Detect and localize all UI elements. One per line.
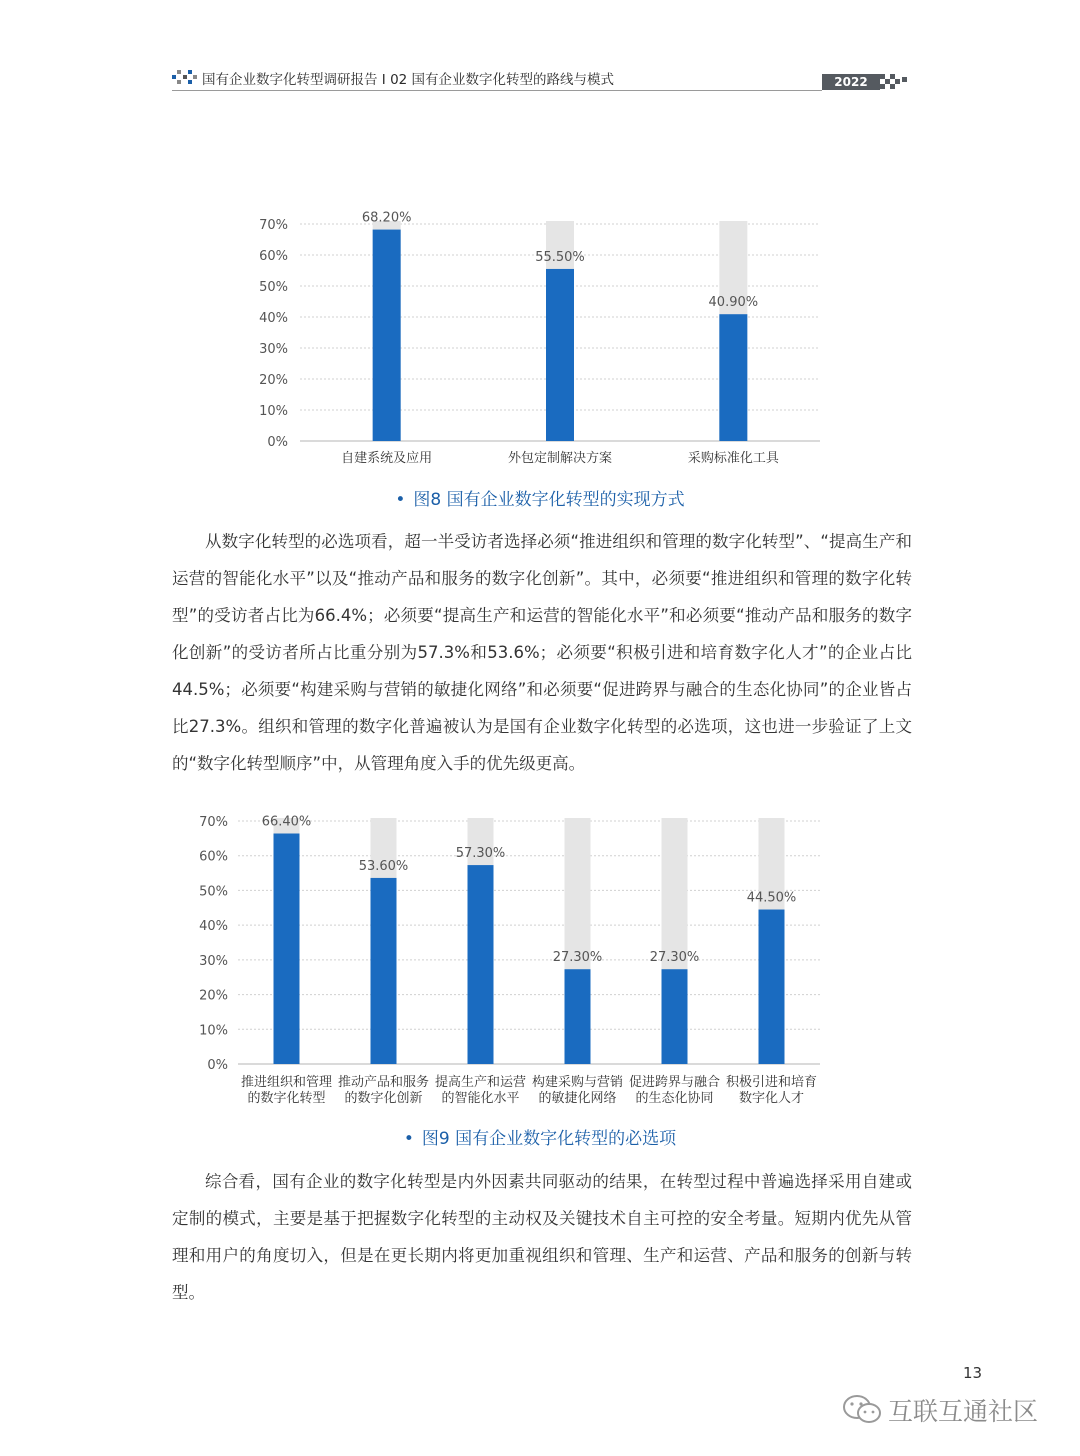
- y-tick-label: 0%: [267, 435, 288, 450]
- bar: [662, 969, 688, 1064]
- data-label: 27.30%: [552, 950, 603, 966]
- data-label: 53.60%: [358, 858, 409, 874]
- figure8-caption-text: 图8 国有企业数字化转型的实现方式: [413, 490, 685, 510]
- x-tick-label: 的生态化协同: [635, 1091, 714, 1106]
- page-header: [172, 66, 908, 90]
- y-tick-label: 70%: [259, 218, 288, 233]
- figure9-chart: [190, 806, 840, 1112]
- year-badge: 2022: [822, 74, 880, 90]
- figure9-caption: [0, 1124, 1080, 1149]
- checker-pattern-icon: [880, 74, 910, 90]
- data-label: 57.30%: [455, 846, 506, 862]
- bar: [759, 910, 785, 1064]
- data-label: 68.20%: [361, 210, 412, 226]
- report-logo-icon: [172, 68, 198, 86]
- x-tick-label: 促进跨界与融合: [628, 1075, 721, 1090]
- y-tick-label: 0%: [207, 1058, 228, 1073]
- x-tick-label: 推进组织和管理: [240, 1075, 333, 1090]
- data-label: 55.50%: [535, 249, 585, 265]
- x-tick-label: 采购标准化工具: [687, 451, 779, 466]
- y-tick-label: 50%: [199, 884, 228, 900]
- wechat-icon: [842, 1394, 882, 1426]
- x-tick-label: 数字化人才: [738, 1091, 805, 1106]
- page-number: 13: [963, 1364, 983, 1382]
- caption-bullet: •: [395, 490, 406, 510]
- x-tick-label: 外包定制解决方案: [507, 451, 613, 466]
- y-tick-label: 60%: [259, 249, 288, 264]
- bar: [274, 833, 300, 1064]
- x-tick-label: 的敏捷化网络: [538, 1091, 617, 1106]
- bar: [373, 230, 401, 441]
- watermark: [842, 1392, 1052, 1428]
- y-tick-label: 40%: [199, 919, 228, 935]
- caption-bullet: •: [403, 1129, 414, 1149]
- x-tick-label: 的数字化转型: [247, 1091, 326, 1106]
- x-tick-label: 的智能化水平: [441, 1091, 520, 1106]
- x-tick-label: 积极引进和培育: [725, 1075, 818, 1090]
- data-label: 44.50%: [746, 890, 797, 906]
- header-divider: [172, 90, 822, 91]
- figure8-caption: [0, 485, 1080, 510]
- bar: [565, 969, 591, 1064]
- body-paragraph-2: 综合看，国有企业的数字化转型是内外因素共同驱动的结果，在转型过程中普遍选择采用自建或定制的模式，主要是基于把握数字化转型的主动权及关键技术自主可控的安全考量。短期内优先从管理和用户的角度切入，但是在更长期内将更加重视组织和管理、生产和运营、产品和服务的创新与转型。: [172, 1172, 912, 1302]
- y-tick-label: 10%: [259, 404, 288, 419]
- y-tick-label: 40%: [259, 311, 288, 326]
- x-tick-label: 自建系统及应用: [341, 451, 433, 466]
- bar: [371, 878, 397, 1064]
- figure9-chart-svg: [190, 806, 840, 1112]
- figure9-caption-text: 图9 国有企业数字化转型的必选项: [421, 1129, 677, 1149]
- y-tick-label: 30%: [259, 342, 288, 357]
- y-tick-label: 30%: [199, 953, 228, 969]
- x-tick-label: 的数字化创新: [344, 1091, 423, 1106]
- y-tick-label: 20%: [199, 988, 228, 1004]
- y-tick-label: 10%: [199, 1023, 228, 1039]
- x-tick-label: 推动产品和服务: [337, 1075, 430, 1090]
- bar: [719, 314, 747, 441]
- data-label: 40.90%: [708, 295, 759, 311]
- x-tick-label: 提高生产和运营: [434, 1075, 527, 1090]
- data-label: 27.30%: [649, 950, 700, 966]
- bar: [546, 269, 574, 441]
- body-paragraph-1: 从数字化转型的必选项看，超一半受访者选择必须“推进组织和管理的数字化转型”、“提高生产和运营的智能化水平”以及“推动产品和服务的数字化创新”。其中，必须要“推进组织和管理的数字化转型”的受访者占比为66.4%；必须要“提高生产和运营的智能化水平”和必须要“推动产品和服务的数字化创新”的受访者所占比重分别为57.3%和53.6%；必须要“积极引进和培育数字化人才”的企业占比44.5%；必须要“构建采购与营销的敏捷化网络”和必须要“促进跨界与融合的生态化协同”的企业皆占比27.3%。组织和管理的数字化普遍被认为是国有企业数字化转型的必选项，这也进一步验证了上文的“数字化转型顺序”中，从管理角度入手的优先级更高。: [172, 532, 912, 773]
- y-tick-label: 20%: [259, 373, 288, 388]
- bar: [468, 865, 494, 1064]
- figure8-chart-svg: [240, 196, 840, 476]
- watermark-text: 互联互通社区: [888, 1397, 1039, 1426]
- y-tick-label: 70%: [199, 815, 228, 830]
- figure8-chart: [240, 196, 840, 476]
- header-title: 国有企业数字化转型调研报告 I 02 国有企业数字化转型的路线与模式: [202, 72, 615, 88]
- y-tick-label: 50%: [259, 280, 288, 295]
- data-label: 66.40%: [261, 814, 312, 830]
- x-tick-label: 构建采购与营销: [531, 1075, 624, 1090]
- y-tick-label: 60%: [199, 849, 228, 865]
